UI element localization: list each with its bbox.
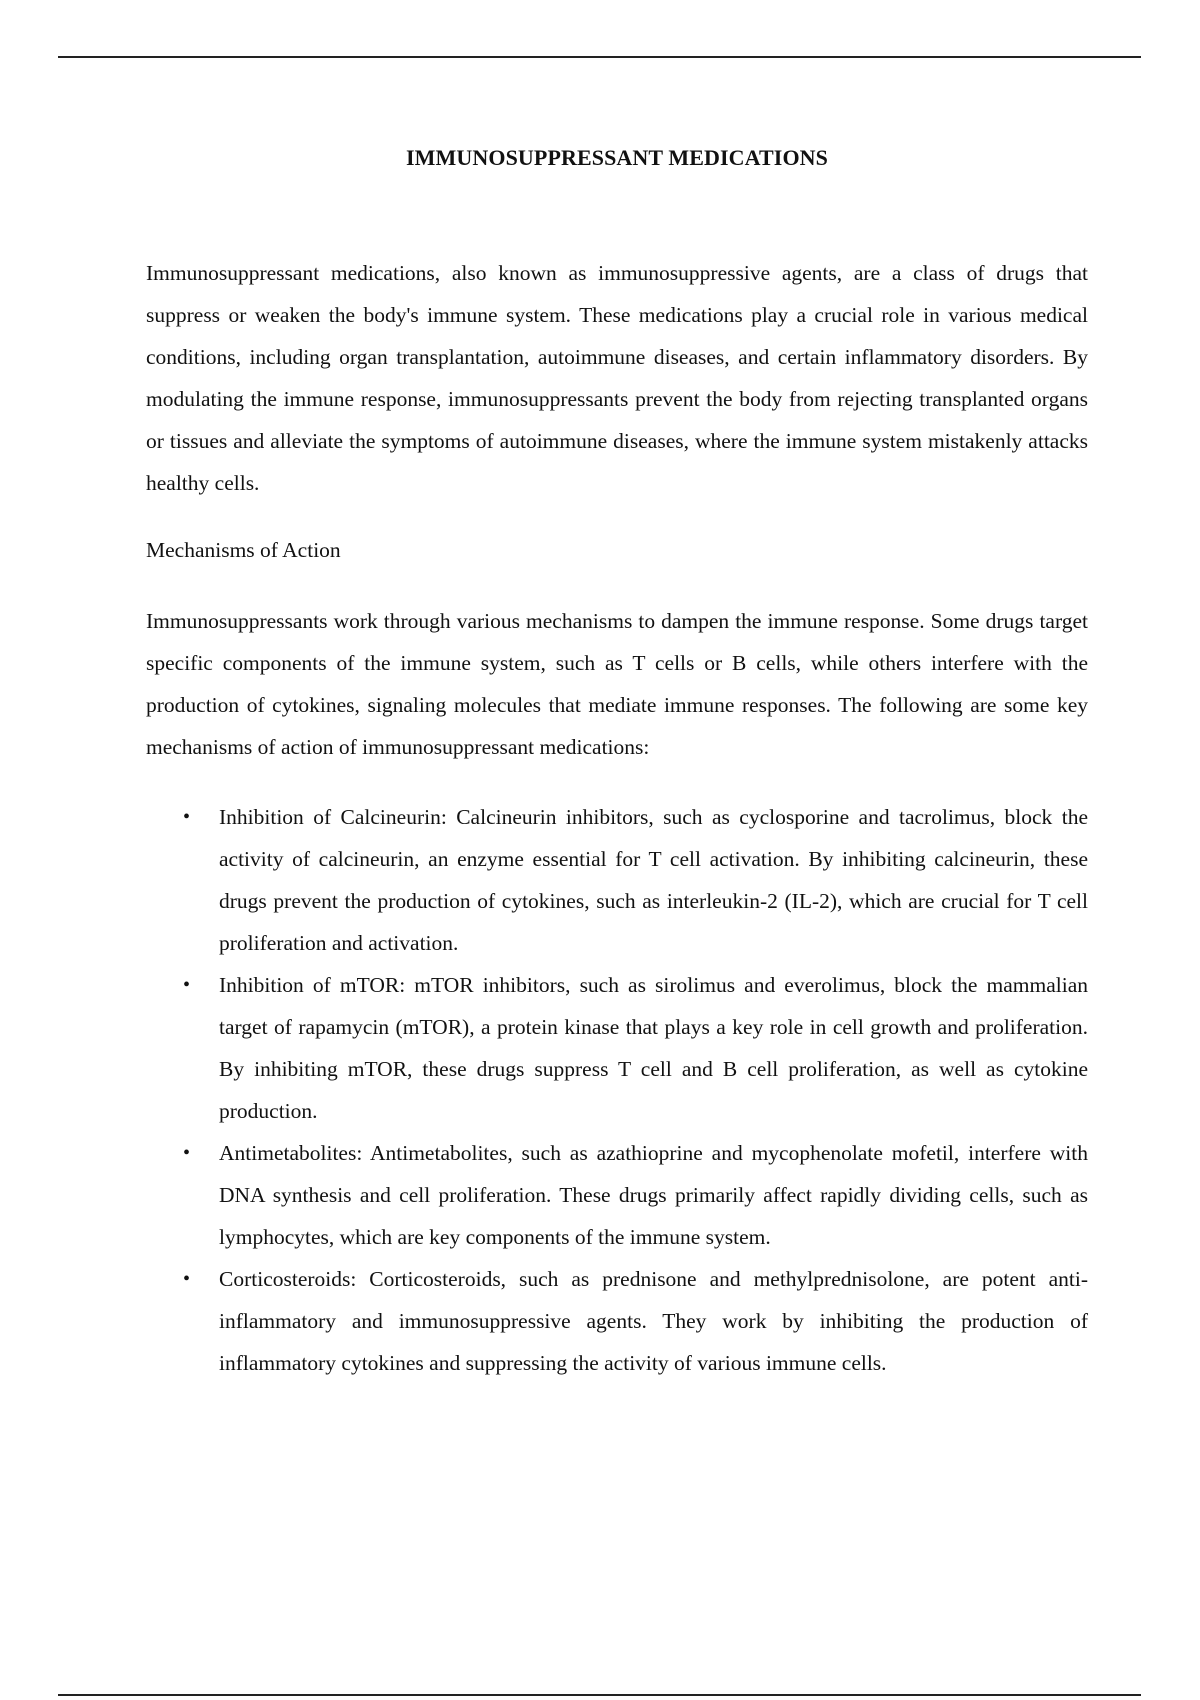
list-item-text: Corticosteroids: Corticosteroids, such as prednisone and methylprednisolone, are potent anti-inflammatory and immunosuppressive agents. They work by inhibiting the production of inflammatory cytokines and suppressing the activity of various immune cells. [219,1267,1088,1375]
bullet-icon: • [183,1142,191,1164]
mechanisms-list [146,796,1088,1384]
list-item [146,964,1088,1132]
bullet-icon: • [183,806,191,828]
list-item [146,1258,1088,1384]
mechanisms-paragraph: Immunosuppressants work through various mechanisms to dampen the immune response. Some drugs target specific components of the immune system, such as T cells or B cells, while others interfere with the production of cytokines, signaling molecules that mediate immune responses. The following are some key mechanisms of action of immunosuppressant medications: [146,609,1088,759]
intro-paragraph: Immunosuppressant medications, also known as immunosuppressive agents, are a class of drugs that suppress or weaken the body's immune system. These medications play a crucial role in various medical conditions, including organ transplantation, autoimmune diseases, and certain inflammatory disorders. By modulating the immune response, immunosuppressants prevent the body from rejecting transplanted organs or tissues and alleviate the symptoms of autoimmune diseases, where the immune system mistakenly attacks healthy cells. [146,261,1088,495]
list-item-text: Inhibition of mTOR: mTOR inhibitors, such as sirolimus and everolimus, block the mammalian target of rapamycin (mTOR), a protein kinase that plays a key role in cell growth and proliferation. By inhibiting mTOR, these drugs suppress T cell and B cell proliferation, as well as cytokine production. [219,973,1088,1123]
section-heading: Mechanisms of Action [146,538,341,562]
top-rule [58,56,1141,58]
bottom-rule [58,1694,1141,1696]
bullet-icon: • [183,1268,191,1290]
list-item-text: Inhibition of Calcineurin: Calcineurin inhibitors, such as cyclosporine and tacrolimus, block the activity of calcineurin, an enzyme essential for T cell activation. By inhibiting calcineurin, these drugs prevent the production of cytokines, such as interleukin-2 (IL-2), which are crucial for T cell proliferation and activation. [219,805,1088,955]
list-item [146,1132,1088,1258]
list-item [146,796,1088,964]
document-title: IMMUNOSUPPRESSANT MEDICATIONS [406,145,828,170]
list-item-text: Antimetabolites: Antimetabolites, such as azathioprine and mycophenolate mofetil, interfere with DNA synthesis and cell proliferation. These drugs primarily affect rapidly dividing cells, such as lymphocytes, which are key components of the immune system. [219,1141,1088,1249]
bullet-icon: • [183,974,191,996]
